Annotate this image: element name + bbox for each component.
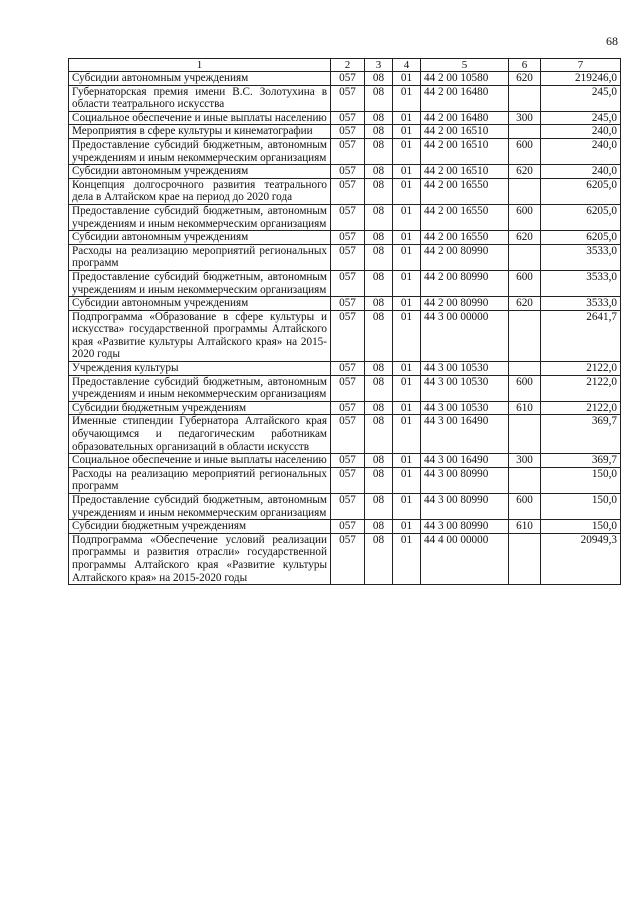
row-col-2: 057 xyxy=(331,375,365,401)
row-col-6: 600 xyxy=(509,375,541,401)
row-col-3: 08 xyxy=(365,375,393,401)
row-sum: 2122,0 xyxy=(541,401,621,415)
row-col-6: 610 xyxy=(509,401,541,415)
row-col-2: 057 xyxy=(331,362,365,376)
header-cell-3: 3 xyxy=(365,59,393,72)
table-row xyxy=(69,270,621,296)
row-col-6: 600 xyxy=(509,270,541,296)
row-name: Субсидии бюджетным учреждениям xyxy=(69,401,331,415)
row-code: 44 3 00 16490 xyxy=(421,454,509,468)
row-col-3: 08 xyxy=(365,520,393,534)
row-name: Подпрограмма «Образование в сфере культуры и искусства» государственной программы Алтайского края «Развитие культуры Алтайского края» на 2015-2020 годы xyxy=(69,310,331,361)
table-row xyxy=(69,454,621,468)
row-col-4: 01 xyxy=(393,111,421,125)
row-code: 44 2 00 10580 xyxy=(421,72,509,86)
table-row xyxy=(69,375,621,401)
row-sum: 245,0 xyxy=(541,85,621,111)
row-sum: 150,0 xyxy=(541,467,621,493)
row-col-4: 01 xyxy=(393,533,421,584)
row-name: Учреждения культуры xyxy=(69,362,331,376)
row-col-2: 057 xyxy=(331,138,365,164)
row-name: Субсидии автономным учреждениям xyxy=(69,165,331,179)
row-col-3: 08 xyxy=(365,415,393,454)
row-col-2: 057 xyxy=(331,244,365,270)
row-col-4: 01 xyxy=(393,270,421,296)
row-col-4: 01 xyxy=(393,454,421,468)
row-sum: 240,0 xyxy=(541,125,621,139)
header-cell-code: 5 xyxy=(421,59,509,72)
row-col-2: 057 xyxy=(331,111,365,125)
row-col-4: 01 xyxy=(393,125,421,139)
row-sum: 3533,0 xyxy=(541,244,621,270)
row-col-6: 620 xyxy=(509,231,541,245)
row-col-6 xyxy=(509,467,541,493)
row-code: 44 3 00 10530 xyxy=(421,362,509,376)
row-col-4: 01 xyxy=(393,85,421,111)
row-name: Предоставление субсидий бюджетным, автономным учреждениям и иным некоммерческим организациям xyxy=(69,204,331,230)
table-row xyxy=(69,204,621,230)
row-sum: 6205,0 xyxy=(541,178,621,204)
row-col-4: 01 xyxy=(393,178,421,204)
row-col-6 xyxy=(509,415,541,454)
row-col-3: 08 xyxy=(365,454,393,468)
row-name: Социальное обеспечение и иные выплаты населению xyxy=(69,454,331,468)
row-code: 44 3 00 00000 xyxy=(421,310,509,361)
row-col-3: 08 xyxy=(365,270,393,296)
row-name: Расходы на реализацию мероприятий региональных программ xyxy=(69,467,331,493)
row-sum: 240,0 xyxy=(541,138,621,164)
table-row xyxy=(69,362,621,376)
row-name: Именные стипендии Губернатора Алтайского края обучающимся и педагогическим работникам образовательных организаций в области искусств xyxy=(69,415,331,454)
row-col-4: 01 xyxy=(393,467,421,493)
table-row xyxy=(69,533,621,584)
row-name: Социальное обеспечение и иные выплаты населению xyxy=(69,111,331,125)
row-sum: 150,0 xyxy=(541,494,621,520)
row-col-6: 610 xyxy=(509,520,541,534)
row-col-4: 01 xyxy=(393,362,421,376)
row-sum: 2641,7 xyxy=(541,310,621,361)
table-row xyxy=(69,467,621,493)
row-col-3: 08 xyxy=(365,310,393,361)
budget-table xyxy=(68,58,621,585)
header-cell-sum: 7 xyxy=(541,59,621,72)
table-row xyxy=(69,494,621,520)
row-col-4: 01 xyxy=(393,310,421,361)
table-row xyxy=(69,111,621,125)
row-code: 44 2 00 80990 xyxy=(421,244,509,270)
row-name: Субсидии автономным учреждениям xyxy=(69,297,331,311)
row-sum: 6205,0 xyxy=(541,204,621,230)
row-sum: 20949,3 xyxy=(541,533,621,584)
row-col-2: 057 xyxy=(331,415,365,454)
row-col-6: 620 xyxy=(509,165,541,179)
row-col-6 xyxy=(509,244,541,270)
row-col-3: 08 xyxy=(365,297,393,311)
row-col-3: 08 xyxy=(365,231,393,245)
row-code: 44 3 00 80990 xyxy=(421,467,509,493)
row-name: Субсидии автономным учреждениям xyxy=(69,231,331,245)
row-col-3: 08 xyxy=(365,362,393,376)
row-sum: 6205,0 xyxy=(541,231,621,245)
row-col-3: 08 xyxy=(365,72,393,86)
row-col-4: 01 xyxy=(393,297,421,311)
row-col-4: 01 xyxy=(393,520,421,534)
row-code: 44 2 00 16510 xyxy=(421,125,509,139)
header-cell-4: 4 xyxy=(393,59,421,72)
row-code: 44 2 00 16480 xyxy=(421,111,509,125)
row-col-3: 08 xyxy=(365,178,393,204)
row-col-6 xyxy=(509,178,541,204)
row-col-2: 057 xyxy=(331,204,365,230)
row-col-6 xyxy=(509,310,541,361)
table-row xyxy=(69,520,621,534)
row-code: 44 4 00 00000 xyxy=(421,533,509,584)
row-col-2: 057 xyxy=(331,297,365,311)
row-code: 44 2 00 16510 xyxy=(421,138,509,164)
row-col-6 xyxy=(509,125,541,139)
row-sum: 240,0 xyxy=(541,165,621,179)
row-col-2: 057 xyxy=(331,520,365,534)
row-col-2: 057 xyxy=(331,467,365,493)
row-sum: 369,7 xyxy=(541,454,621,468)
row-sum: 2122,0 xyxy=(541,375,621,401)
row-col-4: 01 xyxy=(393,204,421,230)
table-row xyxy=(69,85,621,111)
row-name: Губернаторская премия имени В.С. Золотухина в области театрального искусства xyxy=(69,85,331,111)
row-col-2: 057 xyxy=(331,125,365,139)
table-row xyxy=(69,125,621,139)
row-code: 44 2 00 16550 xyxy=(421,204,509,230)
row-col-2: 057 xyxy=(331,454,365,468)
row-sum: 369,7 xyxy=(541,415,621,454)
row-col-3: 08 xyxy=(365,204,393,230)
table-row xyxy=(69,401,621,415)
row-name: Предоставление субсидий бюджетным, автономным учреждениям и иным некоммерческим организациям xyxy=(69,494,331,520)
row-code: 44 3 00 10530 xyxy=(421,401,509,415)
row-col-6: 300 xyxy=(509,111,541,125)
row-col-3: 08 xyxy=(365,85,393,111)
row-col-2: 057 xyxy=(331,310,365,361)
row-code: 44 3 00 16490 xyxy=(421,415,509,454)
row-col-6 xyxy=(509,533,541,584)
row-sum: 3533,0 xyxy=(541,270,621,296)
row-col-2: 057 xyxy=(331,165,365,179)
row-code: 44 2 00 16550 xyxy=(421,231,509,245)
row-col-2: 057 xyxy=(331,231,365,245)
row-col-4: 01 xyxy=(393,401,421,415)
row-col-6: 600 xyxy=(509,138,541,164)
table-row xyxy=(69,244,621,270)
row-code: 44 2 00 16550 xyxy=(421,178,509,204)
row-col-4: 01 xyxy=(393,244,421,270)
header-cell-6: 6 xyxy=(509,59,541,72)
row-col-2: 057 xyxy=(331,72,365,86)
row-col-3: 08 xyxy=(365,533,393,584)
row-code: 44 3 00 10530 xyxy=(421,375,509,401)
row-col-4: 01 xyxy=(393,165,421,179)
row-name: Предоставление субсидий бюджетным, автономным учреждениям и иным некоммерческим организациям xyxy=(69,375,331,401)
table-row xyxy=(69,231,621,245)
row-col-3: 08 xyxy=(365,111,393,125)
row-col-3: 08 xyxy=(365,401,393,415)
row-col-4: 01 xyxy=(393,375,421,401)
row-col-2: 057 xyxy=(331,178,365,204)
row-col-2: 057 xyxy=(331,494,365,520)
row-code: 44 2 00 16480 xyxy=(421,85,509,111)
row-col-6: 600 xyxy=(509,204,541,230)
page-number: 68 xyxy=(606,34,618,48)
row-col-3: 08 xyxy=(365,244,393,270)
row-col-3: 08 xyxy=(365,467,393,493)
row-name: Предоставление субсидий бюджетным, автономным учреждениям и иным некоммерческим организациям xyxy=(69,270,331,296)
header-cell-2: 2 xyxy=(331,59,365,72)
row-sum: 3533,0 xyxy=(541,297,621,311)
row-sum: 150,0 xyxy=(541,520,621,534)
row-col-6: 620 xyxy=(509,72,541,86)
row-name: Подпрограмма «Обеспечение условий реализации программы и развития отрасли» государственной программы Алтайского края «Развитие культуры Алтайского края» на 2015-2020 годы xyxy=(69,533,331,584)
row-col-3: 08 xyxy=(365,165,393,179)
row-name: Субсидии бюджетным учреждениям xyxy=(69,520,331,534)
row-col-6: 600 xyxy=(509,494,541,520)
row-code: 44 2 00 80990 xyxy=(421,270,509,296)
row-col-2: 057 xyxy=(331,85,365,111)
row-col-3: 08 xyxy=(365,494,393,520)
row-name: Предоставление субсидий бюджетным, автономным учреждениям и иным некоммерческим организациям xyxy=(69,138,331,164)
table-row xyxy=(69,415,621,454)
row-code: 44 3 00 80990 xyxy=(421,494,509,520)
row-col-2: 057 xyxy=(331,533,365,584)
row-col-4: 01 xyxy=(393,494,421,520)
table-row xyxy=(69,310,621,361)
table-row xyxy=(69,178,621,204)
row-sum: 245,0 xyxy=(541,111,621,125)
row-col-3: 08 xyxy=(365,138,393,164)
row-col-4: 01 xyxy=(393,72,421,86)
row-col-4: 01 xyxy=(393,415,421,454)
row-code: 44 2 00 16510 xyxy=(421,165,509,179)
row-name: Субсидии автономным учреждениям xyxy=(69,72,331,86)
row-col-4: 01 xyxy=(393,231,421,245)
row-col-4: 01 xyxy=(393,138,421,164)
row-col-3: 08 xyxy=(365,125,393,139)
row-col-2: 057 xyxy=(331,401,365,415)
row-col-6: 300 xyxy=(509,454,541,468)
table-row xyxy=(69,138,621,164)
row-code: 44 3 00 80990 xyxy=(421,520,509,534)
row-col-6 xyxy=(509,362,541,376)
row-name: Концепция долгосрочного развития театрального дела в Алтайском крае на период до 2020 года xyxy=(69,178,331,204)
row-col-6: 620 xyxy=(509,297,541,311)
table-row xyxy=(69,72,621,86)
row-col-2: 057 xyxy=(331,270,365,296)
row-name: Мероприятия в сфере культуры и кинематографии xyxy=(69,125,331,139)
table-row xyxy=(69,165,621,179)
header-cell-name: 1 xyxy=(69,59,331,72)
table-row xyxy=(69,297,621,311)
row-name: Расходы на реализацию мероприятий региональных программ xyxy=(69,244,331,270)
row-code: 44 2 00 80990 xyxy=(421,297,509,311)
row-col-6 xyxy=(509,85,541,111)
row-sum: 219246,0 xyxy=(541,72,621,86)
table-header-row xyxy=(69,59,621,72)
row-sum: 2122,0 xyxy=(541,362,621,376)
